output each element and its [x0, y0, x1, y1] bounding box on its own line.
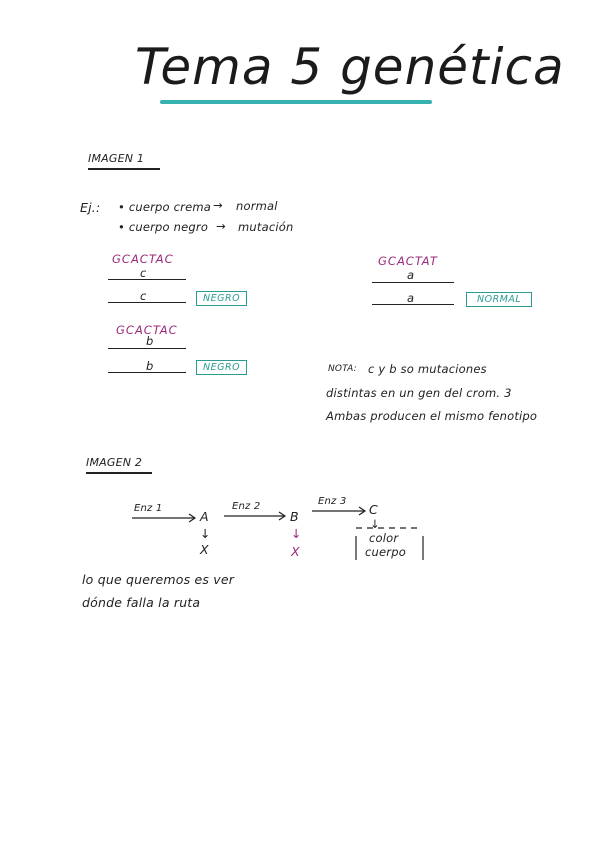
sequence-gene-c: GCACTAC — [112, 252, 174, 266]
sequence-gene-b: GCACTAC — [116, 323, 178, 337]
x-mark-a: X — [200, 542, 209, 557]
enzyme-3-label: Enz 3 — [318, 496, 347, 507]
page-title: Tema 5 genética — [135, 38, 565, 96]
allele-b-top: b — [146, 334, 154, 348]
allele-c-bottom: c — [140, 289, 147, 303]
enzyme-2-label: Enz 2 — [232, 501, 261, 512]
x-mark-b: X — [291, 544, 300, 559]
phenotype-badge-negro: NEGRO — [196, 291, 247, 306]
nota-label: NOTA: — [328, 364, 357, 374]
down-arrow-icon: ↓ — [291, 526, 302, 541]
phenotype-badge-negro: NEGRO — [196, 360, 247, 375]
sequence-gene-a: GCACTAT — [378, 254, 438, 268]
enzyme-1-label: Enz 1 — [134, 503, 163, 514]
bullet-normal-label: normal — [236, 199, 278, 213]
node-b: B — [290, 509, 299, 524]
down-arrow-icon: ↓ — [200, 526, 211, 541]
example-label: Ej.: — [80, 200, 101, 215]
node-c: C — [369, 502, 378, 517]
allele-a-bottom: a — [407, 291, 415, 305]
allele-b-bottom: b — [146, 359, 154, 373]
color-cuerpo-line-2: cuerpo — [365, 545, 406, 559]
footer-line-1: lo que queremos es ver — [82, 572, 235, 587]
down-arrow-icon: ↓ — [370, 517, 380, 531]
bullet-mutacion-label: mutación — [238, 220, 294, 234]
section-heading-imagen-1: IMAGEN 1 — [88, 152, 145, 165]
bullet-cuerpo-negro: • cuerpo negro — [118, 220, 209, 234]
nota-line-2: distintas en un gen del crom. 3 — [326, 386, 512, 400]
arrow-icon: → — [216, 219, 226, 233]
allele-c-top: c — [140, 266, 147, 280]
bullet-cuerpo-crema: • cuerpo crema — [118, 200, 212, 214]
color-cuerpo-line-1: color — [369, 531, 399, 545]
nota-line-3: Ambas producen el mismo fenotipo — [326, 409, 538, 423]
footer-line-2: dónde falla la ruta — [82, 595, 201, 610]
phenotype-badge-normal: NORMAL — [466, 292, 532, 307]
section-heading-imagen-2: IMAGEN 2 — [86, 456, 143, 469]
node-a: A — [200, 509, 209, 524]
nota-line-1: c y b so mutaciones — [368, 362, 487, 376]
arrow-icon: → — [213, 198, 223, 212]
allele-a-top: a — [407, 268, 415, 282]
